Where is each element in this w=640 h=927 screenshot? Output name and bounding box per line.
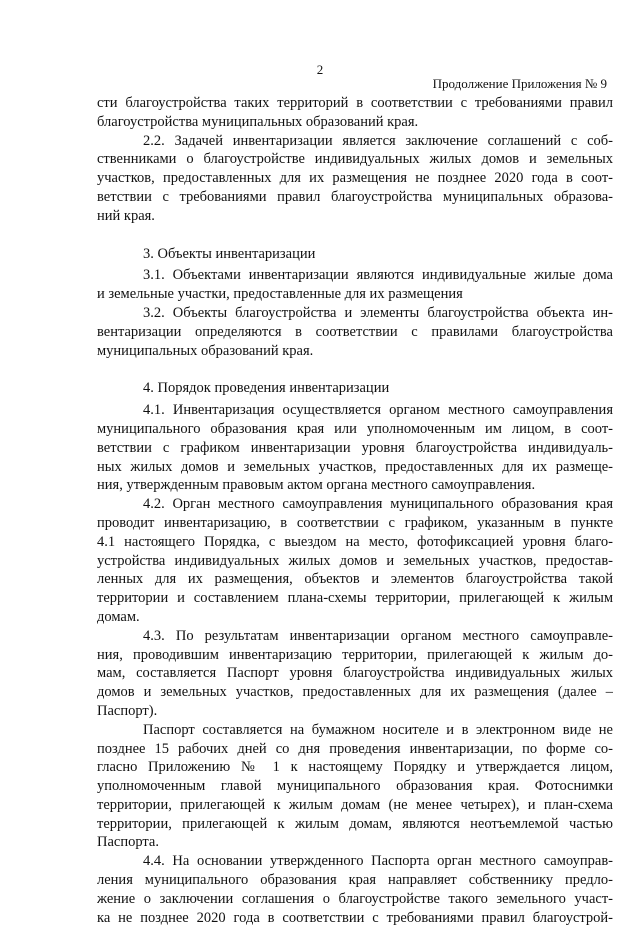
paragraph (97, 94, 613, 132)
text-line: муниципальных образований края. (97, 342, 314, 359)
text-line: домов и земельных участков, предоставленных для их размещения (далее – (97, 684, 613, 701)
text-line: ления муниципального образования края направляет собственнику предло- (97, 872, 613, 889)
text-line: Паспорт составляется на бумажном носителе и в электронном виде не (143, 721, 613, 738)
text-line: ных жилых домов и земельных участков, предоставленных для их размеще- (97, 458, 613, 475)
text-line: 2.2. Задачей инвентаризации является заключение соглашений с соб- (143, 132, 613, 149)
text-line: муниципального образования края или уполномоченным им лицом, в соот- (97, 420, 613, 437)
text-line: устройства индивидуальных жилых домов и земельных участков, предостав- (97, 552, 613, 569)
text-line: Паспорта. (97, 834, 159, 851)
text-line: 4.1. Инвентаризация осуществляется органом местного самоуправления (143, 402, 613, 419)
text-line: 3.1. Объектами инвентаризации являются индивидуальные жилые дома (143, 267, 613, 284)
paragraph (97, 304, 613, 360)
paragraph (97, 627, 613, 721)
paragraph (97, 852, 613, 927)
text-line: ния, проводившим инвентаризацию территории, прилегающей к жилым до- (97, 646, 613, 663)
text-line: жение о заключении соглашения о благоустройстве такого земельного участ- (97, 890, 613, 907)
text-line: мам, составляется Паспорт уровня благоустройства индивидуальных жилых (97, 665, 613, 682)
text-line: ний края. (97, 207, 155, 224)
text-line: 4.1 настоящего Порядка, с выездом на место, фотофиксацией уровня благо- (97, 533, 613, 550)
text-line: территории, прилегающей к жилым домам (не менее четырех), и план-схема (97, 796, 613, 813)
section-heading: 3. Объекты инвентаризации (143, 245, 316, 262)
text-line: и земельные участки, предоставленные для их размещения (97, 286, 463, 303)
text-line: сти благоустройства таких территорий в соответствии с требованиями правил (97, 95, 613, 111)
text-line: ственниками о благоустройстве индивидуальных жилых домов и земельных (97, 151, 613, 168)
text-line: территории и составлением плана-схемы территории, прилегающей к жилым (97, 590, 613, 607)
section-spacer (97, 360, 613, 379)
page-number: 2 (316, 62, 324, 77)
paragraph (97, 401, 613, 495)
text-line: 4.3. По результатам инвентаризации органом местного самоуправле- (143, 627, 613, 644)
text-line: ветствии с требованиями правил благоустройства муниципальных образова- (97, 188, 613, 205)
text-line: 4.4. На основании утвержденного Паспорта орган местного самоуправ- (143, 853, 613, 870)
document-body (97, 94, 613, 927)
paragraph (97, 721, 613, 853)
appendix-label: Продолжение Приложения № 9 (432, 76, 607, 91)
text-line: благоустройства муниципальных образований края. (97, 113, 419, 130)
section-heading: 4. Порядок проведения инвентаризации (143, 380, 390, 397)
text-line: проводит инвентаризацию, в соответствии с графиком, указанным в пункте (97, 514, 613, 531)
text-line: 3.2. Объекты благоустройства и элементы благоустройства объекта ин- (143, 304, 613, 321)
text-line: участков, предоставленных для их размещения не позднее 2020 года в соот- (97, 170, 613, 187)
text-line: 4.2. Орган местного самоуправления муниципального образования края (143, 496, 613, 513)
text-line: ка не позднее 2020 года в соответствии с требованиями правил благоустрой- (97, 909, 613, 926)
text-line: позднее 15 рабочих дней со дня проведения инвентаризации, по форме со- (97, 740, 613, 757)
section-spacer (97, 226, 613, 245)
text-line: Паспорт). (97, 702, 158, 719)
text-line: вентаризации определяются в соответствии с правилами благоустройства (97, 323, 613, 340)
text-line: территории, прилегающей к жилым домам, являются неотъемлемой частью (97, 815, 613, 832)
text-line: ния, утвержденным правовым актом органа местного самоуправления. (97, 477, 536, 494)
paragraph (97, 266, 613, 304)
text-line: домам. (97, 608, 140, 625)
paragraph (97, 495, 613, 627)
text-line: ветствии с графиком инвентаризации уровня благоустройства индивидуаль- (97, 439, 613, 456)
paragraph (97, 132, 613, 226)
text-line: гласно Приложению № 1 к настоящему Порядку и утверждается лицом, (97, 759, 613, 776)
text-line: ленных для их размещения, объектов и элементов благоустройства такой (97, 571, 613, 588)
text-line: уполномоченным главой муниципального образования края. Фотоснимки (97, 778, 613, 795)
